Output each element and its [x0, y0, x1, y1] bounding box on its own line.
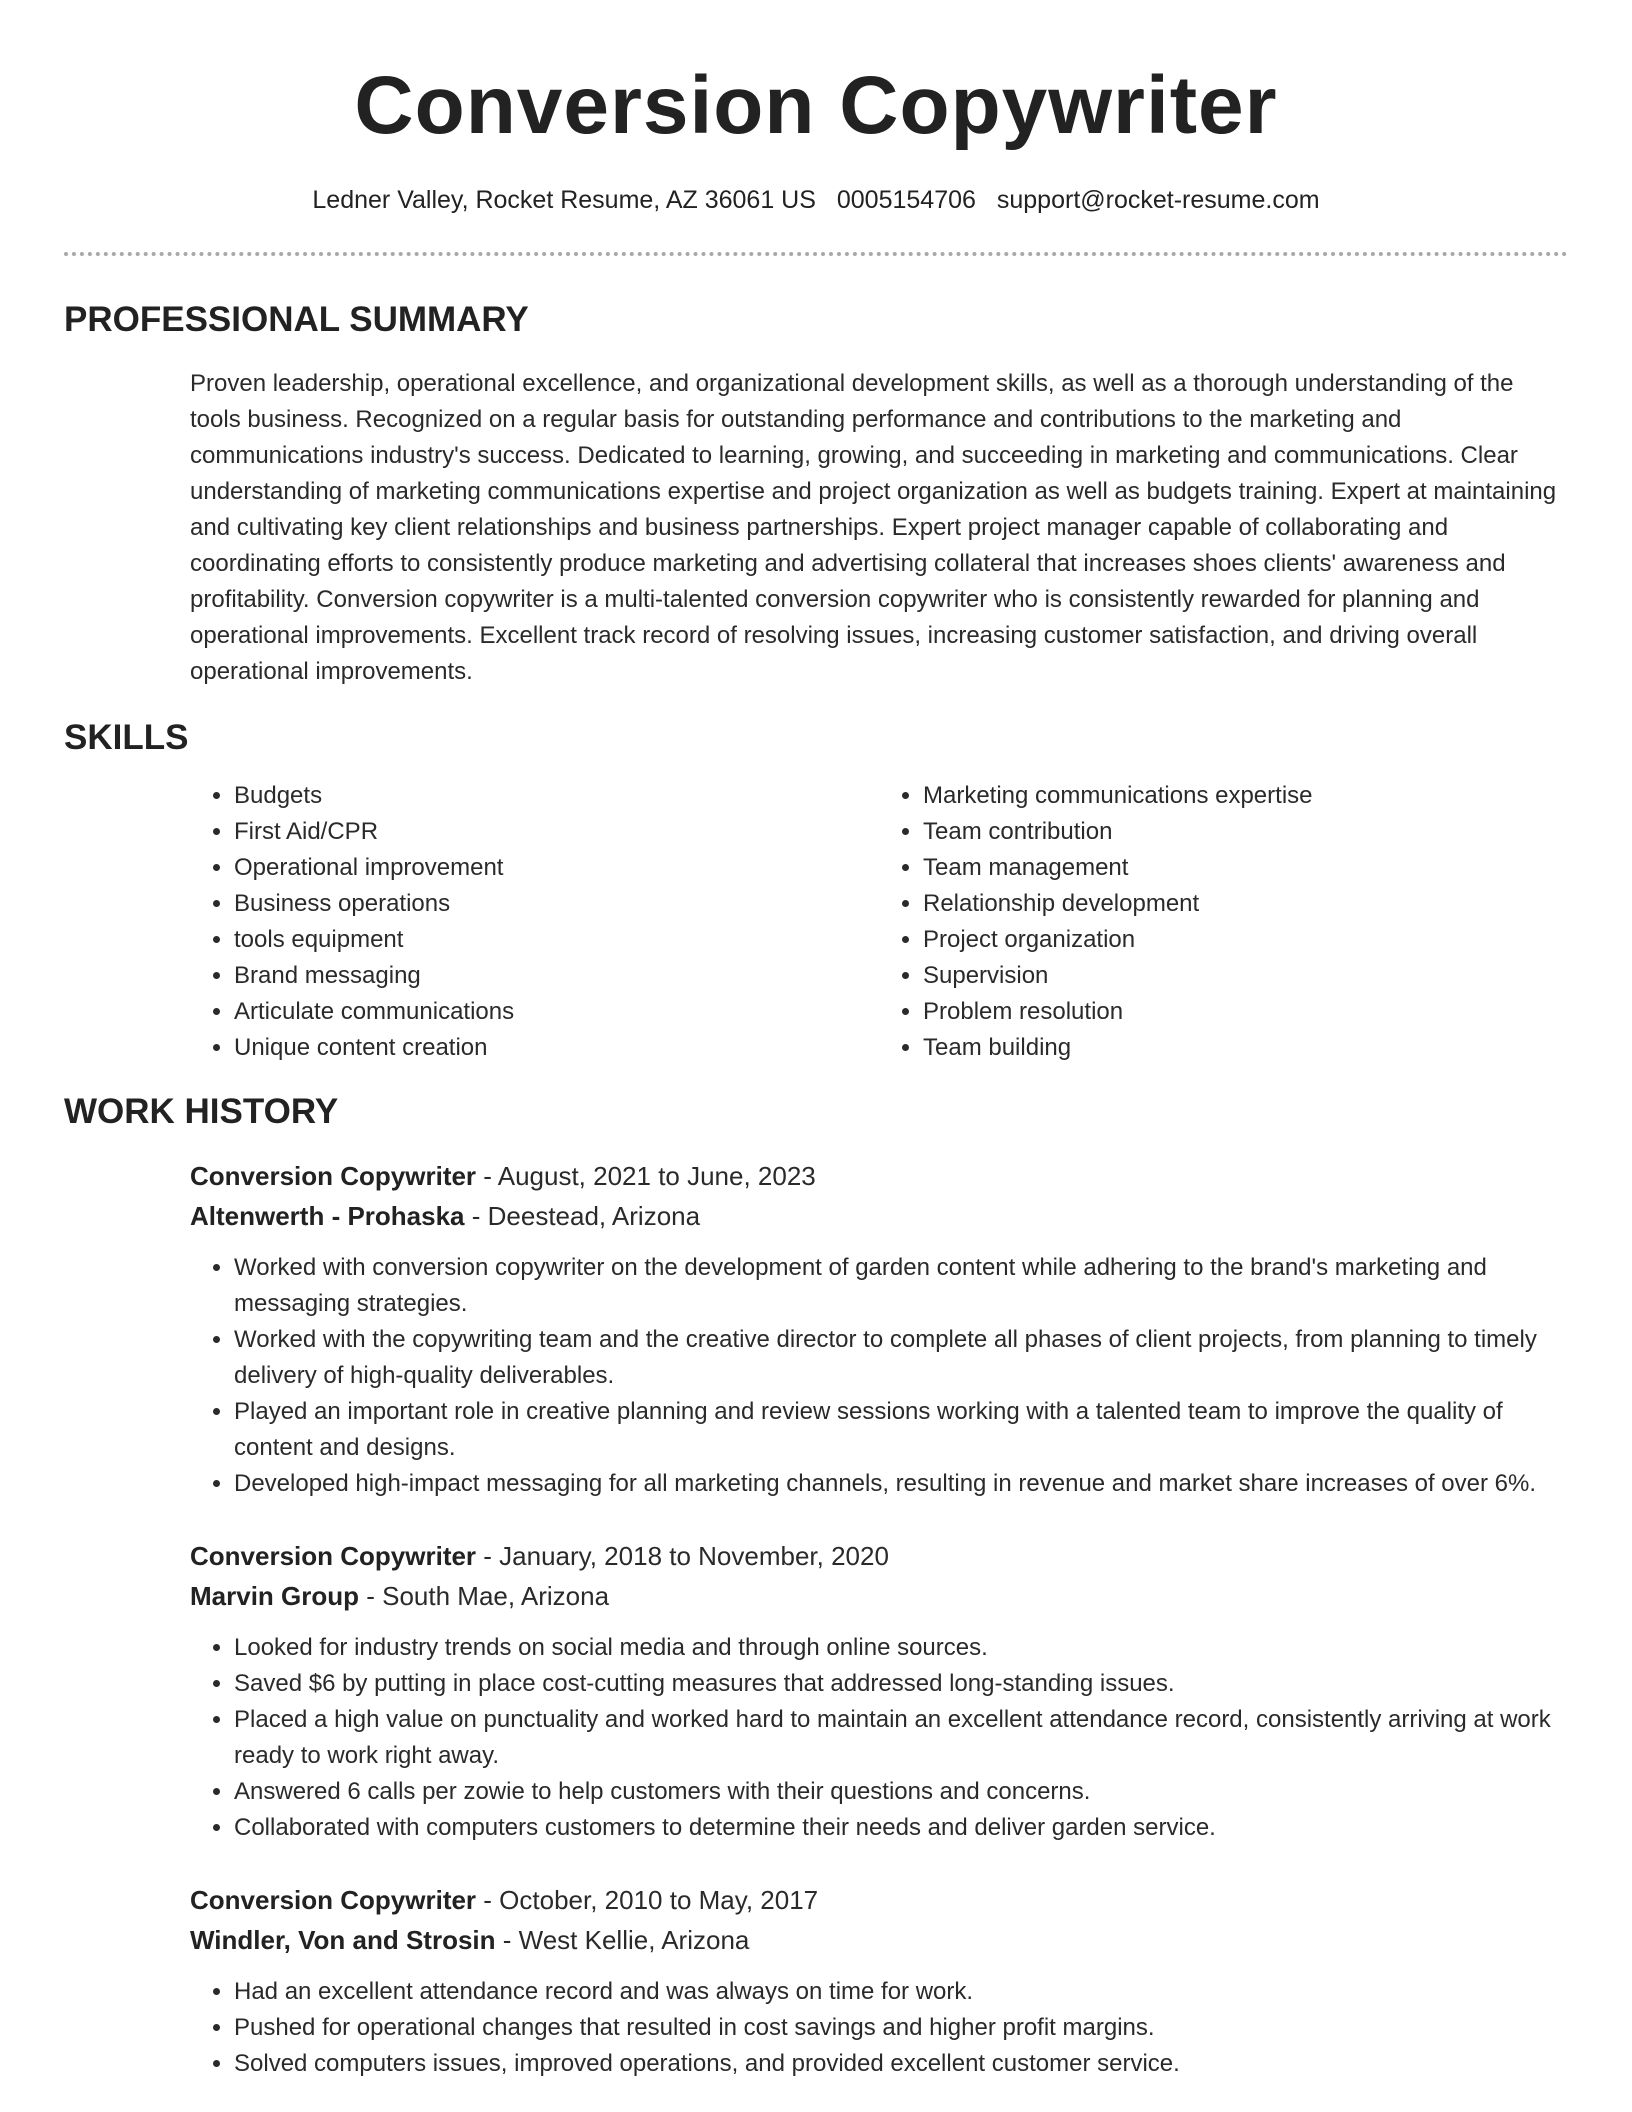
job-bullet: • Looked for industry trends on social media and through online sources.	[234, 1630, 1568, 1666]
job-entry	[190, 1536, 1568, 1846]
resume-page	[64, 0, 1568, 2082]
job-bullet: • Placed a high value on punctuality and worked hard to maintain an excellent attendance record, consistently arriving at work ready to work right away.	[234, 1702, 1568, 1774]
skill-item: • First Aid/CPR	[234, 814, 879, 850]
job-company-line	[190, 1576, 1568, 1616]
job-bullet: • Developed high-impact messaging for all marketing channels, resulting in revenue and market share increases of over 6%.	[234, 1466, 1568, 1502]
skills-column-right	[879, 778, 1568, 1066]
contact-line	[64, 182, 1568, 218]
skills-column-left	[190, 778, 879, 1066]
summary-section	[64, 298, 1568, 690]
job-dates: - August, 2021 to June, 2023	[476, 1161, 816, 1191]
job-role-line	[190, 1156, 1568, 1196]
job-role: Conversion Copywriter	[190, 1161, 477, 1191]
job-bullet: • Worked with conversion copywriter on the development of garden content while adhering to the brand's marketing and messaging strategies.	[234, 1250, 1568, 1322]
job-bullet: • Collaborated with computers customers to determine their needs and deliver garden service.	[234, 1810, 1568, 1846]
skill-item: • Team building	[923, 1030, 1568, 1066]
job-location: - West Kellie, Arizona	[495, 1925, 750, 1955]
skill-item: • Business operations	[234, 886, 879, 922]
job-bullet: • Worked with the copywriting team and the creative director to complete all phases of client projects, from planning to timely delivery of high-quality deliverables.	[234, 1322, 1568, 1394]
job-location: - South Mae, Arizona	[359, 1581, 610, 1611]
skill-item: • Problem resolution	[923, 994, 1568, 1030]
job-bullet: • Played an important role in creative planning and review sessions working with a talented team to improve the quality of content and designs.	[234, 1394, 1568, 1466]
job-bullet: • Saved $6 by putting in place cost-cutting measures that addressed long-standing issues.	[234, 1666, 1568, 1702]
section-title-skills: SKILLS	[64, 718, 189, 757]
skills-list	[190, 778, 1568, 1066]
section-title-work-history: WORK HISTORY	[64, 1092, 339, 1131]
job-bullet: • Solved computers issues, improved operations, and provided excellent customer service.	[234, 2046, 1568, 2082]
job-company-line	[190, 1920, 1568, 1960]
skill-item: • Supervision	[923, 958, 1568, 994]
skill-item: • Team contribution	[923, 814, 1568, 850]
skill-item: • Relationship development	[923, 886, 1568, 922]
summary-text: Proven leadership, operational excellence, and organizational development skills, as well as a thorough understanding of the tools business. Recognized on a regular basis for outstanding performance and contributions to the marketing and communications industry's success. Dedicated to learning, growing, and succeeding in marketing and communications. Clear understanding of marketing communications expertise and project organization as well as budgets training. Expert at maintaining and cultivating key client relationships and business partnerships. Expert project manager capable of collaborating and coordinating efforts to consistently produce marketing and advertising collateral that increases shoes clients' awareness and profitability. Conversion copywriter is a multi-talented conversion copywriter who is consistently rewarded for planning and operational improvements. Excellent track record of resolving issues, increasing customer satisfaction, and driving overall operational improvements.	[190, 370, 1557, 685]
job-entry	[190, 1156, 1568, 1502]
contact-address: Ledner Valley, Rocket Resume, AZ 36061 US	[312, 186, 816, 214]
job-bullet: • Pushed for operational changes that resulted in cost savings and higher profit margins.	[234, 2010, 1568, 2046]
job-bullet: • Had an excellent attendance record and was always on time for work.	[234, 1974, 1568, 2010]
job-entry	[190, 1880, 1568, 2082]
job-bullet: • Answered 6 calls per zowie to help customers with their questions and concerns.	[234, 1774, 1568, 1810]
job-dates: - October, 2010 to May, 2017	[476, 1885, 819, 1915]
job-dates: - January, 2018 to November, 2020	[476, 1541, 889, 1571]
job-location: - Deestead, Arizona	[464, 1201, 701, 1231]
header-divider	[64, 252, 1568, 256]
resume-name: Conversion Copywriter	[354, 60, 1278, 151]
skill-item: • tools equipment	[234, 922, 879, 958]
skill-item: • Project organization	[923, 922, 1568, 958]
job-bullets	[190, 1630, 1568, 1846]
section-title-summary: PROFESSIONAL SUMMARY	[64, 300, 529, 339]
job-role: Conversion Copywriter	[190, 1885, 477, 1915]
skill-item: • Brand messaging	[234, 958, 879, 994]
skill-item: • Articulate communications	[234, 994, 879, 1030]
job-role-line	[190, 1536, 1568, 1576]
job-role-line	[190, 1880, 1568, 1920]
work-history-section	[64, 1090, 1568, 2082]
job-bullets	[190, 1974, 1568, 2082]
skill-item: • Operational improvement	[234, 850, 879, 886]
job-company: Marvin Group	[190, 1581, 360, 1611]
job-company-line	[190, 1196, 1568, 1236]
job-role: Conversion Copywriter	[190, 1541, 477, 1571]
skills-section	[64, 716, 1568, 1066]
skill-item: • Budgets	[234, 778, 879, 814]
job-bullets	[190, 1250, 1568, 1502]
job-company: Windler, Von and Strosin	[190, 1925, 496, 1955]
skill-item: • Team management	[923, 850, 1568, 886]
job-company: Altenwerth - Prohaska	[190, 1201, 465, 1231]
contact-email[interactable]: support@rocket-resume.com	[996, 186, 1320, 214]
skill-item: • Unique content creation	[234, 1030, 879, 1066]
contact-phone: 0005154706	[836, 186, 976, 214]
skill-item: • Marketing communications expertise	[923, 778, 1568, 814]
